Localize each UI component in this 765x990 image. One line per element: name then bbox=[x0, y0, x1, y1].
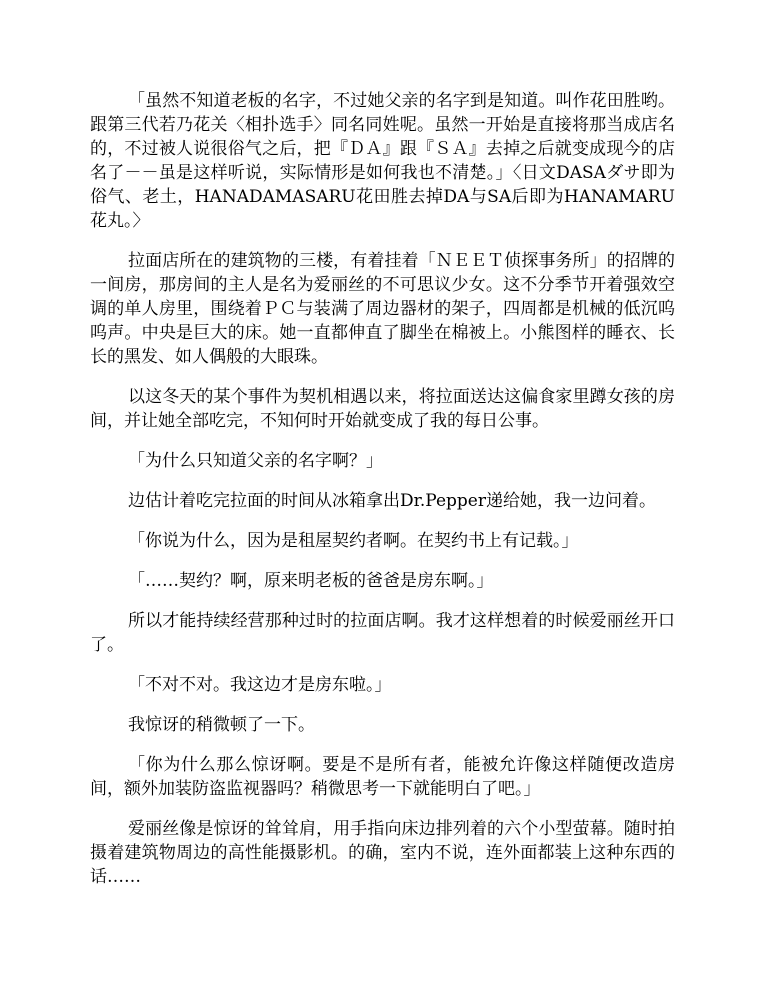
paragraph: 我惊讶的稍微顿了一下。 bbox=[128, 715, 315, 735]
paragraph: 爱丽丝像是惊讶的耸耸肩，用手指向床边排列着的六个小型萤幕。随时拍摄着建筑物周边的高性能摄影机。的确，室内不说，连外面都装上这种东西的话…… bbox=[90, 819, 675, 887]
paragraph: 「虽然不知道老板的名字，不过她父亲的名字到是知道。叫作花田胜哟。跟第三代若乃花关〈相扑选手〉同名同姓呢。虽然一开始是直接将那当成店名的，不过被人说很俗气之后，把『ＤＡ』跟『ＳＡ』去掉之后就变成现今的店名了－－虽是这样听说，实际情形是如何我也不清楚。」〈日文DASAダサ即为俗气、老土，HANADAMASARU花田胜去掉DA与SA后即为HANAMARU花丸。〉 bbox=[90, 91, 675, 231]
paragraph: 所以才能持续经营那种过时的拉面店啊。我才这样想着的时候爱丽丝开口了。 bbox=[90, 611, 675, 655]
paragraph: 「不对不对。我这边才是房东啦。」 bbox=[128, 675, 392, 695]
paragraph: 「为什么只知道父亲的名字啊？」 bbox=[128, 451, 383, 471]
document-page bbox=[90, 89, 675, 905]
paragraph: 「你为什么那么惊讶啊。要是不是所有者，能被允许像这样随便改造房间，额外加装防盗监视器吗？稍微思考一下就能明白了吧。」 bbox=[90, 755, 675, 799]
paragraph: 边估计着吃完拉面的时间从冰箱拿出Dr.Pepper递给她，我一边问着。 bbox=[128, 491, 656, 511]
paragraph: 「你说为什么，因为是租屋契约者啊。在契约书上有记载。」 bbox=[128, 531, 579, 551]
paragraph: 以这冬天的某个事件为契机相遇以来，将拉面送达这偏食家里蹲女孩的房间，并让她全部吃完，不知何时开始就变成了我的每日公事。 bbox=[90, 387, 675, 431]
paragraph: 「……契约？啊，原来明老板的爸爸是房东啊。」 bbox=[128, 571, 494, 591]
paragraph: 拉面店所在的建筑物的三楼，有着挂着「ＮＥＥＴ侦探事务所」的招牌的一间房，那房间的主人是名为爱丽丝的不可思议少女。这不分季节开着强效空调的单人房里，围绕着ＰＣ与装满了周边器材的架子，四周都是机械的低沉呜呜声。中央是巨大的床。她一直都伸直了脚坐在棉被上。小熊图样的睡衣、长长的黑发、如人偶般的大眼珠。 bbox=[90, 251, 675, 367]
